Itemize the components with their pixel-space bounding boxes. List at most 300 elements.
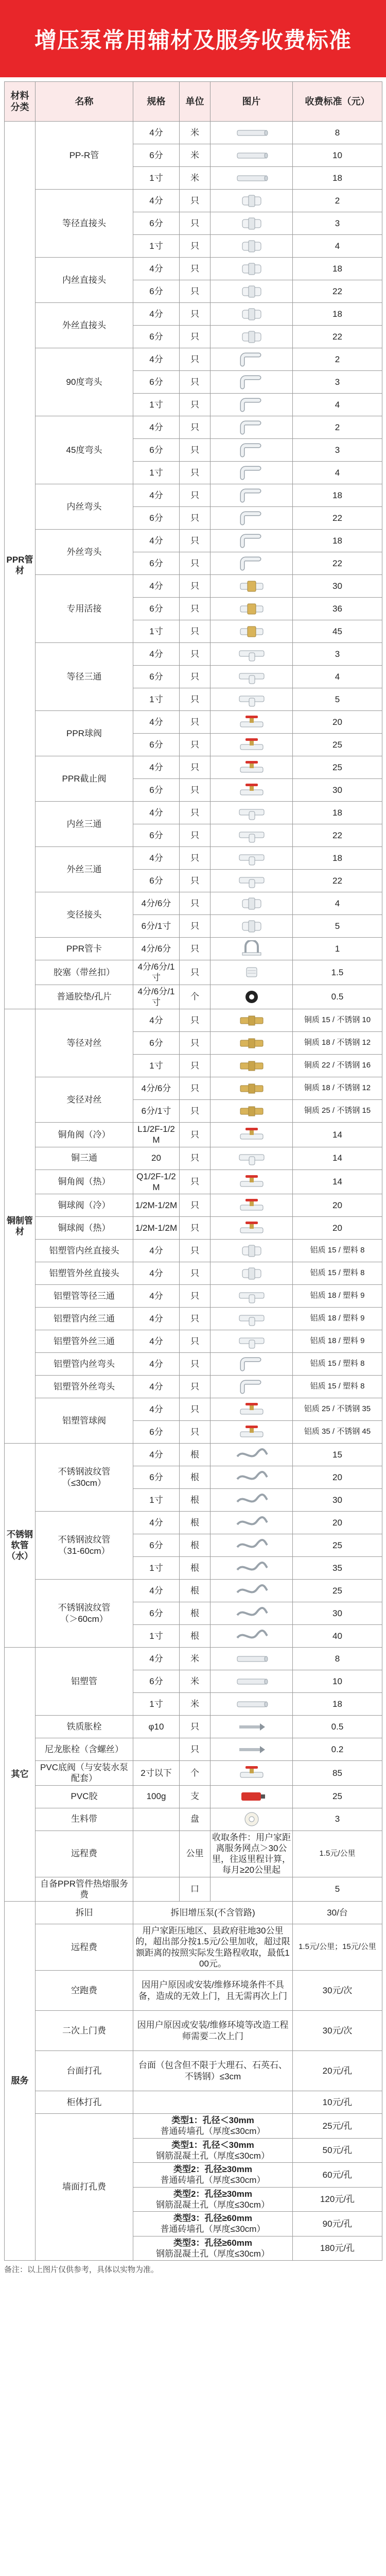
header-price: 收费标准（元） <box>293 82 382 122</box>
unit-cell: 只 <box>180 688 210 711</box>
fitting-icon <box>235 918 268 935</box>
table-row <box>5 2091 382 2114</box>
spec-cell: 4分 <box>133 258 180 280</box>
spec-cell: 4分 <box>133 847 180 870</box>
hose-icon <box>235 1628 268 1645</box>
unit-cell: 只 <box>180 870 210 892</box>
hose-icon <box>235 1492 268 1509</box>
unit-cell: 根 <box>180 1489 210 1512</box>
price-cell: 22 <box>293 280 382 303</box>
spec-cell: 4分 <box>133 122 180 144</box>
image-cell <box>210 258 293 280</box>
spec-cell: 6分 <box>133 371 180 394</box>
tube-icon <box>235 1788 268 1805</box>
table-row <box>5 1761 382 1786</box>
name-cell: PVC胶 <box>36 1785 133 1808</box>
unit-cell: 只 <box>180 734 210 756</box>
name-text: 不锈钢波纹管 <box>58 1603 111 1613</box>
remark-cell <box>133 2091 293 2114</box>
bolt-icon <box>235 1718 268 1736</box>
spec-cell: 4分 <box>133 1398 180 1421</box>
image-cell <box>210 348 293 371</box>
name-cell: 铝塑管内丝三通 <box>36 1308 133 1330</box>
pipe-icon <box>235 124 268 142</box>
price-cell: 30 <box>293 779 382 802</box>
spec-cell: 4分 <box>133 575 180 598</box>
image-cell <box>210 394 293 416</box>
spec-cell: 4分 <box>133 1580 180 1602</box>
name-cell: 台面打孔 <box>36 2051 133 2091</box>
name-cell: 铝塑管等径三通 <box>36 1285 133 1308</box>
tee-icon <box>235 850 268 867</box>
image-cell <box>210 1009 293 1032</box>
price-cell: 5 <box>293 688 382 711</box>
price-cell: 1 <box>293 938 382 960</box>
spec-cell: 4分/6分 <box>133 1077 180 1100</box>
header-category: 材料分类 <box>5 82 36 122</box>
name-cell: 尼龙胀栓（含螺丝） <box>36 1738 133 1761</box>
tee-icon <box>235 827 268 844</box>
price-cell: 20 <box>293 1217 382 1240</box>
spec-cell: 6分 <box>133 280 180 303</box>
fitting-icon <box>235 283 268 300</box>
unit-cell: 只 <box>180 326 210 348</box>
table-row <box>5 802 382 824</box>
header-image: 图片 <box>210 82 293 122</box>
price-cell: 铜质 18 / 不锈钢 12 <box>293 1077 382 1100</box>
hose-icon <box>235 1537 268 1554</box>
table-row <box>5 1285 382 1308</box>
image-cell <box>210 892 293 915</box>
table-row <box>5 1240 382 1262</box>
unit-cell: 根 <box>180 1444 210 1466</box>
name-cell: 铝塑管外丝三通 <box>36 1330 133 1353</box>
pipe-icon <box>235 1696 268 1713</box>
price-cell: 25 <box>293 1580 382 1602</box>
spec-cell <box>133 1808 180 1831</box>
page-title-text: 增压泵常用辅材及服务收费标准 <box>34 28 352 53</box>
name-cell: 普通胶垫/孔片 <box>36 985 133 1009</box>
image-cell <box>210 1534 293 1557</box>
price-cell: 20 <box>293 1512 382 1534</box>
spec-cell: 4分 <box>133 1285 180 1308</box>
spec-cell: 4分/6分/1寸 <box>133 960 180 985</box>
name-cell: 铜角阀（热） <box>36 1170 133 1194</box>
type-label: 类型3：孔径≥60mm <box>173 2213 252 2223</box>
table-row <box>5 1398 382 1421</box>
page-title <box>0 0 386 77</box>
table-row <box>5 122 382 144</box>
remark-cell: 用户家距压地区、县政府驻地30公里的，超出部分按1.5元/公里加收，超过限额距离的按照实际发生路程收取，最低100元。 <box>133 1924 293 1971</box>
spec-cell: 4分/6分 <box>133 892 180 915</box>
valve-icon <box>235 1423 268 1441</box>
price-cell: 18 <box>293 167 382 190</box>
image-cell <box>210 847 293 870</box>
unit-cell: 只 <box>180 190 210 212</box>
spec-cell: 1寸 <box>133 1693 180 1716</box>
name-cell: 90度弯头 <box>36 348 133 416</box>
unit-cell: 米 <box>180 167 210 190</box>
spec-cell: 4分/6分/1寸 <box>133 985 180 1009</box>
remark-cell: 台面（包含但不限于大理石、石英石、不锈钢）≤3cm <box>133 2051 293 2091</box>
table-row <box>5 1330 382 1353</box>
spec-cell: 4分 <box>133 416 180 439</box>
price-cell: 30 <box>293 1602 382 1625</box>
category-cell: 其它 <box>5 1648 36 1902</box>
valve-icon <box>235 736 268 754</box>
price-cell: 10 <box>293 144 382 167</box>
unit-cell: 只 <box>180 938 210 960</box>
price-cell: 铝质 25 / 不锈钢 35 <box>293 1398 382 1421</box>
name-cell: 铜角阀（冷） <box>36 1123 133 1147</box>
price-cell: 14 <box>293 1147 382 1170</box>
hose-icon <box>235 1560 268 1577</box>
spec-cell: 6分 <box>133 144 180 167</box>
name-cell: 等径直接头 <box>36 190 133 258</box>
header-unit: 单位 <box>180 82 210 122</box>
tee-icon <box>235 872 268 890</box>
table-row <box>5 1924 382 1971</box>
elbow-icon <box>235 351 268 368</box>
unit-cell: 只 <box>180 1353 210 1376</box>
price-cell: 铝质 35 / 不锈钢 45 <box>293 1421 382 1444</box>
spec-cell: 1/2M-1/2M <box>133 1194 180 1217</box>
fitting-icon <box>235 260 268 278</box>
length-range: （＞60cm） <box>60 1614 108 1624</box>
unit-cell: 只 <box>180 598 210 620</box>
table-row <box>5 575 382 598</box>
name-cell: 外丝三通 <box>36 847 133 892</box>
remark-cell: 类型3：孔径≥60mm 钢筋混凝土孔（厚度≤30cm） <box>133 2236 293 2261</box>
valve-icon <box>235 714 268 731</box>
image-cell <box>210 416 293 439</box>
image-cell <box>210 734 293 756</box>
image-cell <box>210 938 293 960</box>
tee-icon <box>235 1333 268 1350</box>
spec-cell: 1寸 <box>133 462 180 484</box>
spec-cell: 4分 <box>133 303 180 326</box>
pipe-icon <box>235 147 268 164</box>
unit-cell: 只 <box>180 258 210 280</box>
spec-cell: 4分 <box>133 1009 180 1032</box>
spec-cell: 6分 <box>133 552 180 575</box>
spec-cell <box>133 1738 180 1761</box>
name-cell: 铝塑管 <box>36 1648 133 1716</box>
elbow-icon <box>235 532 268 550</box>
price-cell: 0.5 <box>293 1716 382 1738</box>
table-row <box>5 1194 382 1217</box>
name-cell <box>36 1444 133 1512</box>
price-cell: 22 <box>293 507 382 530</box>
price-cell: 40 <box>293 1625 382 1648</box>
image-cell <box>210 530 293 552</box>
image-cell <box>210 598 293 620</box>
name-cell: PPR截止阀 <box>36 756 133 802</box>
header-spec: 规格 <box>133 82 180 122</box>
spec-cell: 100g <box>133 1785 180 1808</box>
unit-cell: 只 <box>180 484 210 507</box>
image-cell <box>210 1670 293 1693</box>
image-cell <box>210 303 293 326</box>
image-cell <box>210 1877 293 1902</box>
category-cell: 铜制管材 <box>5 1009 36 1444</box>
name-cell: 外丝弯头 <box>36 530 133 575</box>
image-cell <box>210 1716 293 1738</box>
price-cell: 20元/孔 <box>293 2051 382 2091</box>
name-cell: 内丝直接头 <box>36 258 133 303</box>
name-cell: 铜球阀（热） <box>36 1217 133 1240</box>
price-cell: 18 <box>293 847 382 870</box>
image-cell <box>210 1421 293 1444</box>
image-cell <box>210 666 293 688</box>
valve-icon <box>235 759 268 776</box>
union-icon <box>235 623 268 640</box>
price-cell: 2 <box>293 190 382 212</box>
table-row <box>5 2114 382 2139</box>
spec-cell: 4分 <box>133 711 180 734</box>
price-cell: 36 <box>293 598 382 620</box>
image-cell <box>210 1262 293 1285</box>
image-cell <box>210 1100 293 1123</box>
spec-cell: 1寸 <box>133 620 180 643</box>
price-cell: 18 <box>293 484 382 507</box>
name-cell <box>36 1580 133 1648</box>
name-cell: 远程费 <box>36 1831 133 1877</box>
price-cell: 18 <box>293 258 382 280</box>
spec-cell: 6分 <box>133 824 180 847</box>
unit-cell: 只 <box>180 1285 210 1308</box>
price-cell: 14 <box>293 1123 382 1147</box>
name-cell: 外丝直接头 <box>36 303 133 348</box>
unit-cell: 只 <box>180 1077 210 1100</box>
unit-cell: 只 <box>180 530 210 552</box>
price-cell: 3 <box>293 439 382 462</box>
table-row <box>5 1217 382 1240</box>
name-cell: 空跑费 <box>36 1971 133 2011</box>
plug-icon <box>235 963 268 981</box>
name-cell: 铜三通 <box>36 1147 133 1170</box>
name-cell: PPR球阀 <box>36 711 133 756</box>
price-cell: 2 <box>293 348 382 371</box>
unit-cell: 只 <box>180 1308 210 1330</box>
nipple-icon <box>235 1103 268 1120</box>
price-cell: 30元/次 <box>293 1971 382 2011</box>
unit-cell: 只 <box>180 892 210 915</box>
type-label: 类型1：孔径＜30mm <box>171 2115 254 2125</box>
table-row <box>5 1376 382 1398</box>
price-cell: 25元/孔 <box>293 2114 382 2139</box>
unit-cell: 只 <box>180 439 210 462</box>
table-row <box>5 1785 382 1808</box>
unit-cell: 只 <box>180 643 210 666</box>
price-cell: 20 <box>293 1466 382 1489</box>
spec-cell: Q1/2F-1/2M <box>133 1170 180 1194</box>
unit-cell: 只 <box>180 1376 210 1398</box>
price-cell: 85 <box>293 1761 382 1786</box>
price-cell: 10 <box>293 1670 382 1693</box>
elbow-icon <box>235 487 268 504</box>
price-cell: 10元/孔 <box>293 2091 382 2114</box>
tee-icon <box>235 691 268 708</box>
spec-cell: 1寸 <box>133 688 180 711</box>
image-cell <box>210 1330 293 1353</box>
table-row <box>5 1147 382 1170</box>
price-cell: 铝质 15 / 塑料 8 <box>293 1262 382 1285</box>
unit-cell: 只 <box>180 666 210 688</box>
image-cell <box>210 1648 293 1670</box>
price-cell: 35 <box>293 1557 382 1580</box>
table-row <box>5 1971 382 2011</box>
pipe-icon <box>235 170 268 187</box>
unit-cell: 只 <box>180 416 210 439</box>
valve-icon <box>235 1126 268 1143</box>
remark-cell: 类型2：孔径≥30mm 钢筋混凝土孔（厚度≤30cm） <box>133 2187 293 2212</box>
unit-cell: 只 <box>180 1194 210 1217</box>
name-cell: PVC底阀（与安装水泵配套） <box>36 1761 133 1786</box>
spec-cell: 1寸 <box>133 167 180 190</box>
price-cell: 1.5元/公里；15元/公里 <box>293 1924 382 1971</box>
spec-cell: 4分/6分 <box>133 938 180 960</box>
price-cell: 2 <box>293 416 382 439</box>
table-row <box>5 1123 382 1147</box>
price-cell: 铝质 18 / 塑料 9 <box>293 1330 382 1353</box>
price-cell: 90元/孔 <box>293 2212 382 2236</box>
name-cell: 生料带 <box>36 1808 133 1831</box>
image-cell <box>210 1738 293 1761</box>
hose-icon <box>235 1469 268 1486</box>
price-cell: 5 <box>293 1877 382 1902</box>
unit-cell: 只 <box>180 507 210 530</box>
unit-cell: 只 <box>180 1100 210 1123</box>
elbow-icon <box>235 442 268 459</box>
image-cell <box>210 1398 293 1421</box>
image-cell <box>210 985 293 1009</box>
image-cell <box>210 1444 293 1466</box>
remark-cell: 类型1：孔径＜30mm 普通砖墙孔（厚度≤30cm） <box>133 2114 293 2139</box>
spec-cell: 1寸 <box>133 235 180 258</box>
image-cell <box>210 235 293 258</box>
price-cell: 25 <box>293 1785 382 1808</box>
name-cell: 专用活接 <box>36 575 133 643</box>
unit-cell: 米 <box>180 1670 210 1693</box>
image-cell <box>210 1602 293 1625</box>
image-cell <box>210 1512 293 1534</box>
image-cell <box>210 1285 293 1308</box>
spec-cell: 4分 <box>133 530 180 552</box>
price-cell: 3 <box>293 1808 382 1831</box>
name-cell <box>36 1512 133 1580</box>
unit-cell: 只 <box>180 1330 210 1353</box>
unit-cell: 只 <box>180 1055 210 1077</box>
table-row <box>5 711 382 734</box>
image-cell <box>210 1557 293 1580</box>
price-cell: 4 <box>293 666 382 688</box>
category-cell: 不锈钢软管（水） <box>5 1444 36 1648</box>
table-row <box>5 1009 382 1032</box>
price-cell: 180元/孔 <box>293 2236 382 2261</box>
spec-cell: 4分 <box>133 1512 180 1534</box>
price-cell: 铜质 18 / 不锈钢 12 <box>293 1032 382 1055</box>
unit-cell: 只 <box>180 620 210 643</box>
category-cell: 服务 <box>5 1902 36 2261</box>
price-cell: 18 <box>293 802 382 824</box>
price-table <box>4 81 382 2261</box>
name-cell: 铝塑管内丝直接头 <box>36 1240 133 1262</box>
fitting-icon <box>235 328 268 346</box>
spec-cell: 6分 <box>133 212 180 235</box>
name-cell: PP-R管 <box>36 122 133 190</box>
price-cell: 铝质 18 / 塑料 9 <box>293 1308 382 1330</box>
table-row <box>5 1444 382 1466</box>
image-cell <box>210 1147 293 1170</box>
image-cell <box>210 144 293 167</box>
image-cell <box>210 802 293 824</box>
unit-cell: 只 <box>180 1032 210 1055</box>
image-cell <box>210 280 293 303</box>
name-cell: 等径三通 <box>36 643 133 711</box>
price-cell: 8 <box>293 122 382 144</box>
price-cell: 30 <box>293 1489 382 1512</box>
spec-cell: 4分 <box>133 643 180 666</box>
price-cell: 铝质 18 / 塑料 9 <box>293 1285 382 1308</box>
spec-cell: 1寸 <box>133 394 180 416</box>
price-cell: 22 <box>293 552 382 575</box>
table-row <box>5 190 382 212</box>
image-cell <box>210 575 293 598</box>
image-cell <box>210 779 293 802</box>
image-cell <box>210 1308 293 1330</box>
tape-icon <box>235 1810 268 1828</box>
spec-cell: 4分 <box>133 1376 180 1398</box>
table-row <box>5 530 382 552</box>
price-cell: 22 <box>293 870 382 892</box>
image-cell <box>210 552 293 575</box>
image-cell <box>210 484 293 507</box>
valve-icon <box>235 1401 268 1418</box>
spec-cell: 6分 <box>133 507 180 530</box>
unit-cell: 只 <box>180 756 210 779</box>
price-cell: 25 <box>293 734 382 756</box>
price-cell: 铝质 15 / 塑料 8 <box>293 1376 382 1398</box>
price-cell: 20 <box>293 1194 382 1217</box>
image-cell <box>210 326 293 348</box>
type-label: 类型2：孔径≥30mm <box>173 2164 252 2174</box>
unit-cell: 公里 <box>180 1831 210 1877</box>
table-row <box>5 1738 382 1761</box>
name-cell: 铝塑管内丝弯头 <box>36 1353 133 1376</box>
table-row <box>5 643 382 666</box>
table-row <box>5 892 382 915</box>
table-row <box>5 348 382 371</box>
price-cell: 30元/次 <box>293 2011 382 2051</box>
nipple-icon <box>235 1057 268 1075</box>
price-cell: 铝质 15 / 塑料 8 <box>293 1240 382 1262</box>
remark-cell: 类型1：孔径＜30mm 钢筋混凝土孔（厚度≤30cm） <box>133 2138 293 2163</box>
name-cell: 铝塑管外丝直接头 <box>36 1262 133 1285</box>
tee-icon <box>235 646 268 663</box>
price-cell: 18 <box>293 530 382 552</box>
price-cell: 30 <box>293 575 382 598</box>
image-cell <box>210 439 293 462</box>
name-cell: 45度弯头 <box>36 416 133 484</box>
length-range: （31-60cm） <box>58 1546 110 1556</box>
bolt-icon <box>235 1741 268 1758</box>
table-header-row <box>5 82 382 122</box>
unit-cell: 只 <box>180 348 210 371</box>
name-cell: 等径对丝 <box>36 1009 133 1077</box>
spec-cell: 4分 <box>133 1648 180 1670</box>
price-cell: 45 <box>293 620 382 643</box>
